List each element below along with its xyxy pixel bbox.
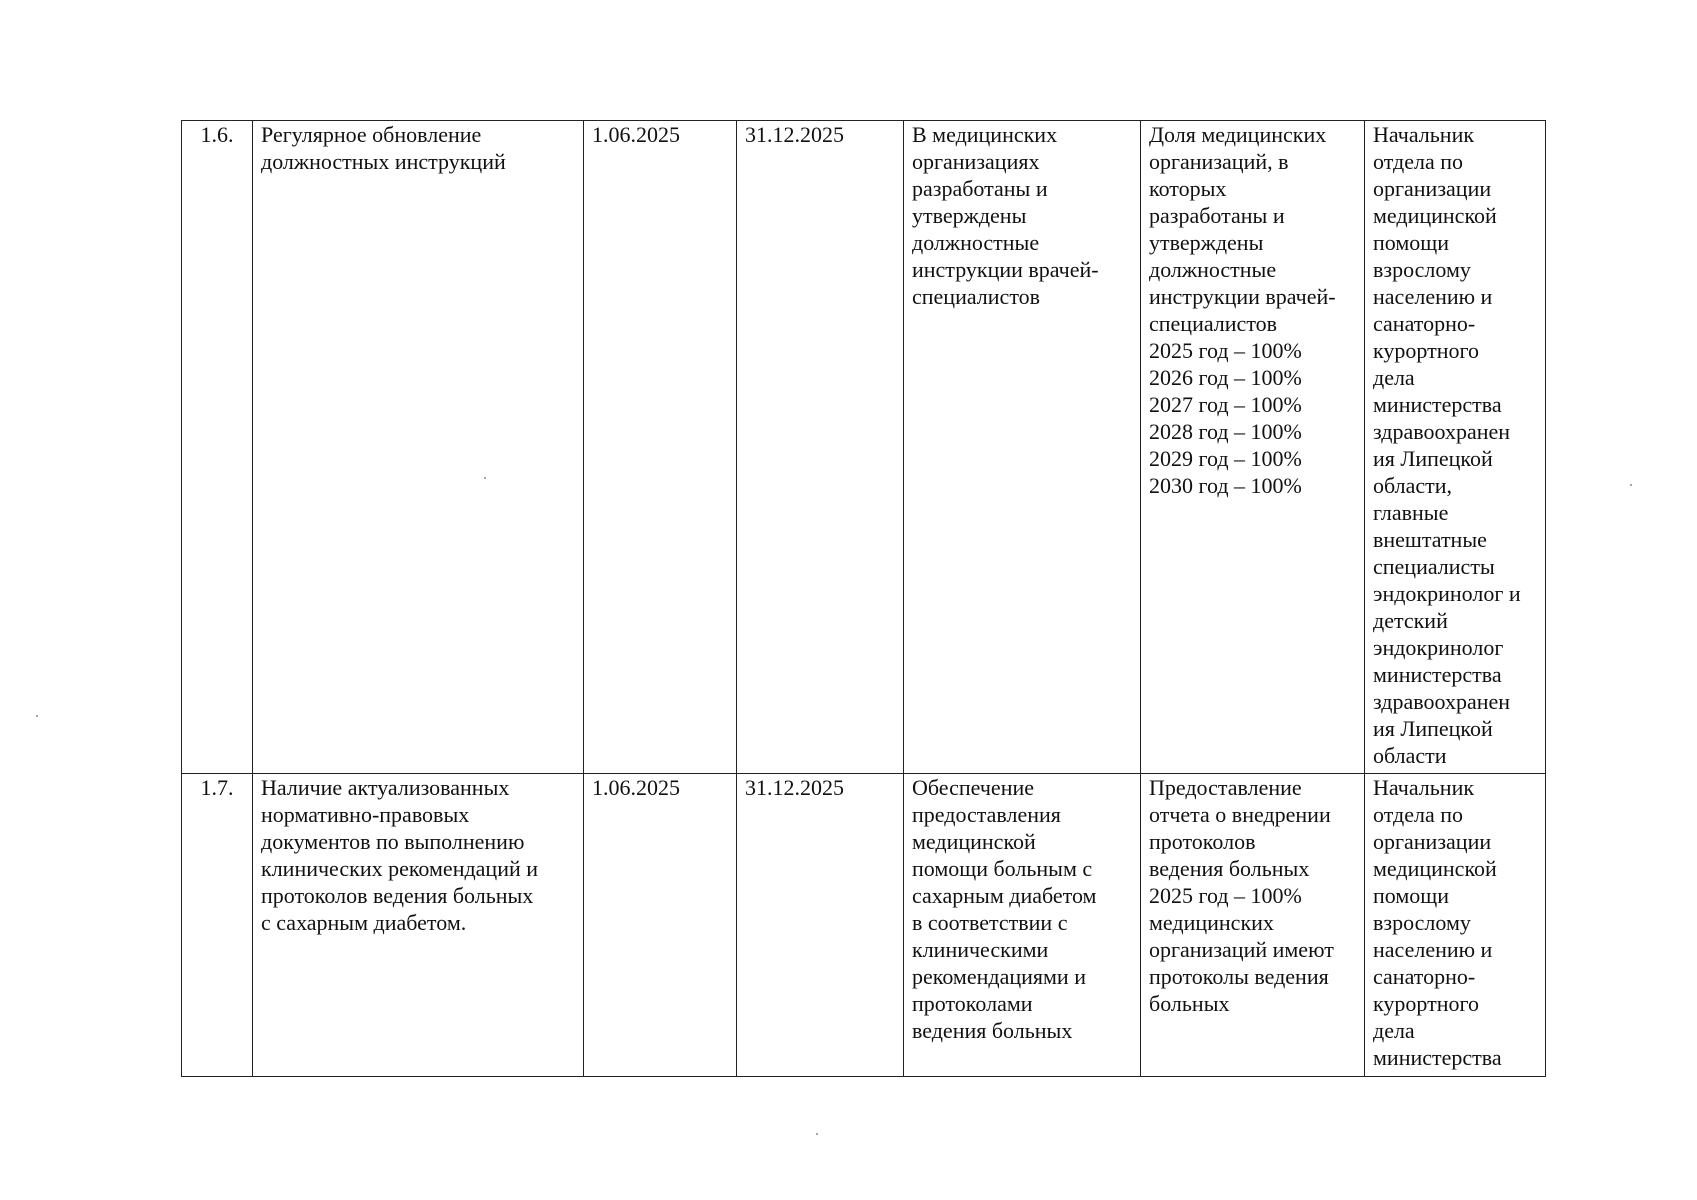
scan-speck <box>816 1133 818 1135</box>
end-date: 31.12.2025 <box>745 122 844 147</box>
responsible-cell <box>1365 774 1546 1077</box>
responsible-text: Начальник отдела по организации медицинской помощи взрослому населению и санаторно- курортного дела министерства <box>1373 775 1502 1070</box>
start-date-cell <box>584 774 737 1077</box>
indicator-text: Предоставление отчета о внедрении протоколов ведения больных 2025 год – 100% медицинских организаций имеют протоколы ведения больных <box>1149 775 1334 1016</box>
responsible-text: Начальник отдела по организации медицинской помощи взрослому населению и санаторно- курортного дела министерства здравоохранен ия Липецкой области, главные внештатные специалисты эндокринолог и детский эндокринолог министерства здравоохранен ия Липецкой области <box>1373 122 1521 768</box>
end-date-cell <box>737 774 904 1077</box>
start-date: 1.06.2025 <box>592 775 680 800</box>
row-number-cell <box>182 774 253 1077</box>
indicator-text: Доля медицинских организаций, в которых разработаны и утверждены должностные инструкции врачей- специалистов 2025 год – 100% 2026 год – 100% 2027 год – 100% 2028 год – 100% 2029 год – 100% 2030 год – 100% <box>1149 122 1336 498</box>
activity-text: Наличие актуализованных нормативно-правовых документов по выполнению клинических рекомендаций и протоколов ведения больных с сахарным диабетом. <box>261 775 539 935</box>
result-text: Обеспечение предоставления медицинской помощи больным с сахарным диабетом в соответствии с клиническими рекомендациями и протоколами ведения больных <box>912 775 1097 1043</box>
table-row <box>182 774 1546 1077</box>
row-number: 1.6. <box>200 122 234 147</box>
indicator-cell <box>1141 121 1365 774</box>
end-date-cell <box>737 121 904 774</box>
result-cell <box>904 121 1141 774</box>
end-date: 31.12.2025 <box>745 775 844 800</box>
scan-speck <box>36 715 38 717</box>
row-number-cell <box>182 121 253 774</box>
result-cell <box>904 774 1141 1077</box>
start-date-cell <box>584 121 737 774</box>
activity-cell <box>253 774 584 1077</box>
scan-speck <box>1630 484 1632 486</box>
indicator-cell <box>1141 774 1365 1077</box>
row-number: 1.7. <box>200 775 234 800</box>
start-date: 1.06.2025 <box>592 122 680 147</box>
responsible-cell <box>1365 121 1546 774</box>
activity-text: Регулярное обновление должностных инструкций <box>261 122 506 174</box>
activity-cell <box>253 121 584 774</box>
table-row <box>182 121 1546 774</box>
action-plan-table <box>181 120 1546 1077</box>
result-text: В медицинских организациях разработаны и утверждены должностные инструкции врачей- специалистов <box>912 122 1099 309</box>
scan-speck <box>484 477 486 479</box>
